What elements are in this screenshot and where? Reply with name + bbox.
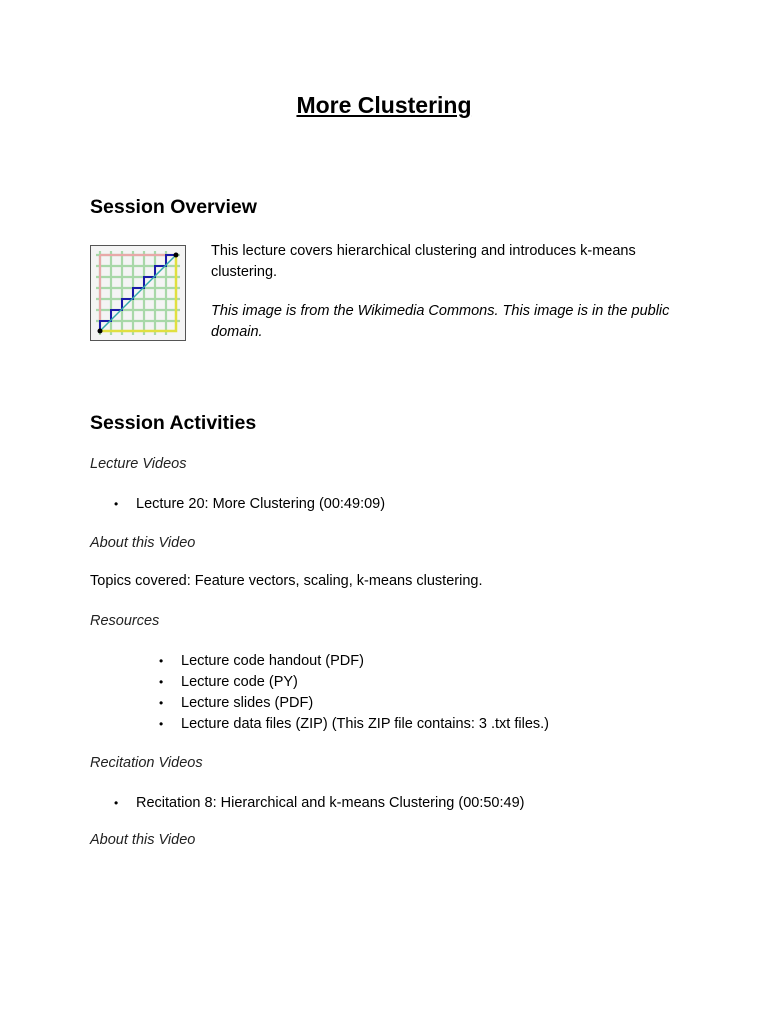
resource-link[interactable]: • Lecture code handout (PDF)	[181, 651, 549, 672]
overview-text	[211, 241, 671, 361]
image-credit: This image is from the Wikimedia Commons. This image is in the public domain.	[211, 303, 670, 340]
grid-path-icon	[90, 245, 186, 341]
recitation-video-link[interactable]: • Recitation 8: Hierarchical and k-means Clustering (00:50:49)	[136, 793, 524, 814]
recitation-videos-label: Recitation Videos	[90, 755, 203, 771]
page-title: More Clustering	[296, 92, 472, 118]
topics-covered: Topics covered: Feature vectors, scaling, k-means clustering.	[90, 573, 483, 589]
overview-description: This lecture covers hierarchical clustering and introduces k-means clustering.	[211, 243, 636, 280]
resource-link[interactable]: • Lecture data files (ZIP) (This ZIP file contains: 3 .txt files.)	[181, 714, 549, 735]
resources-list	[181, 651, 549, 735]
about-video-label: About this Video	[90, 535, 196, 551]
resource-link[interactable]: • Lecture code (PY)	[181, 672, 549, 693]
session-overview-heading: Session Overview	[90, 196, 257, 218]
about-video-label: About this Video	[90, 832, 196, 848]
lecture-video-link[interactable]: • Lecture 20: More Clustering (00:49:09)	[136, 494, 385, 515]
recitation-video-list	[136, 793, 524, 814]
lecture-videos-label: Lecture Videos	[90, 456, 187, 472]
resources-label: Resources	[90, 613, 160, 629]
resource-link[interactable]: • Lecture slides (PDF)	[181, 693, 549, 714]
session-activities-heading: Session Activities	[90, 412, 257, 434]
lecture-video-list	[136, 494, 385, 515]
